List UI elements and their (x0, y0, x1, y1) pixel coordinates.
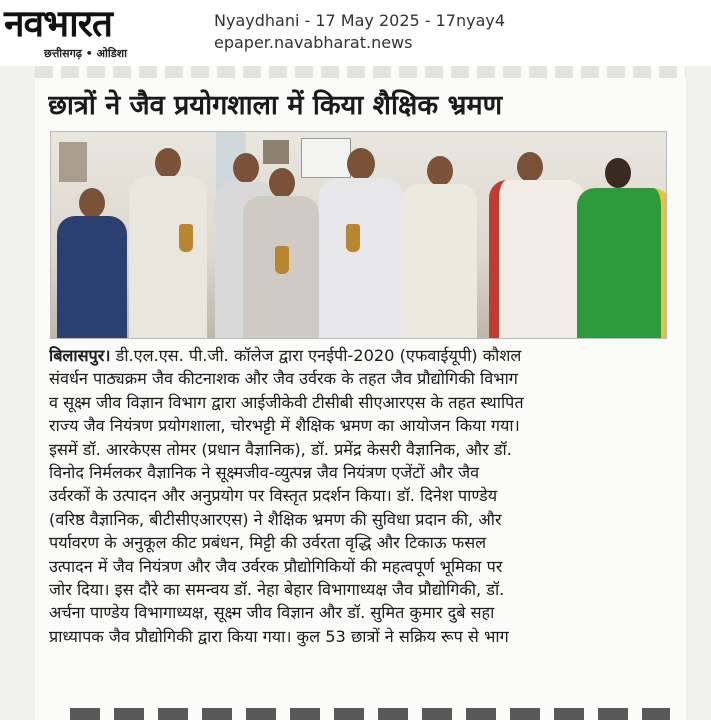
trophy (275, 246, 289, 274)
article-line-6: विनोद निर्मलकर वैज्ञानिक ने सूक्ष्मजीव-व्युत्पन्न जैव नियंत्रण एजेंटों और जैव (49, 462, 480, 482)
person-5 (313, 148, 407, 338)
epaper-header (0, 0, 711, 66)
cut-text-strip-top (35, 66, 686, 78)
edition-info (214, 10, 505, 54)
article-line-2: संवर्धन पाठ्यक्रम जैव कीटनाशक और जैव उर्वरक के तहत जैव प्रौद्योगिकी विभाग (49, 369, 518, 389)
person-8 (571, 158, 665, 338)
group-photo (50, 131, 667, 339)
article-line-7: उर्वरकों के उत्पादन और अनुप्रयोग पर विस्तृत प्रदर्शन किया। डॉ. दिनेश पाण्डेय (49, 486, 498, 506)
dateline: बिलासपुर। (49, 346, 111, 365)
article-line-9: पर्यावरण के अनुकूल कीट प्रबंधन, मिट्टी की उर्वरता वृद्धि और टिकाऊ फसल (49, 533, 487, 553)
article-body (49, 344, 669, 648)
article-line-5: इसमें डॉ. आरकेएस तोमर (प्रधान वैज्ञानिक), डॉ. प्रमेंद्र केसरी वैज्ञानिक, और डॉ. (49, 439, 512, 459)
article-line-10: उत्पादन में जैव नियंत्रण और जैव उर्वरक प्रौद्योगिकियों की महत्वपूर्ण भूमिका पर (49, 556, 503, 576)
article-line-3: व सूक्ष्म जीव विज्ञान विभाग द्वारा आईजीकेवी टीसीबी सीएआरएस के तहत स्थापित (49, 392, 524, 412)
person-7 (483, 152, 579, 338)
wall-frame (59, 142, 87, 182)
page-margin-right (686, 66, 711, 720)
newspaper-logo[interactable] (4, 4, 200, 62)
cut-text-strip-bottom (70, 708, 670, 720)
logo-region-tagline: छत्तीसगढ़ • ओडिशा (44, 47, 127, 60)
article-line-1: बिलासपुर। डी.एल.एस. पी.जी. कॉलेज द्वारा एनईपी-2020 (एफवाईयूपी) कौशल (49, 346, 522, 365)
person-6 (397, 156, 481, 338)
person-1 (53, 188, 131, 338)
site-url[interactable]: epaper.navabharat.news (214, 33, 413, 52)
logo-wordmark: नवभारत (4, 2, 112, 45)
article-line-12: अर्चना पाण्डेय विभागाध्यक्ष, सूक्ष्म जीव विज्ञान और डॉ. सुमित कुमार दुबे सहा (49, 603, 495, 623)
person-2 (123, 148, 213, 338)
article-line-11: जोर दिया। इस दौरे का समन्वय डॉ. नेहा बेहार विभागाध्यक्ष जैव प्रौद्योगिकी, डॉ. (49, 579, 505, 599)
article-line-13: प्राध्यापक जैव प्रौद्योगिकी द्वारा किया गया। कुल 53 छात्रों ने सक्रिय रूप से भाग (49, 626, 509, 646)
article-headline: छात्रों ने जैव प्रयोगशाला में किया शैक्षिक भ्रमण (48, 90, 503, 121)
edition-line: Nyaydhani - 17 May 2025 - 17nyay4 (214, 11, 506, 30)
page-margin-left (0, 66, 35, 720)
trophy (179, 224, 193, 252)
article-line-8: (वरिष्ठ वैज्ञानिक, बीटीसीएआरएस) ने शैक्षिक भ्रमण की सुविधा प्रदान की, और (49, 509, 502, 529)
article-line-4: राज्य जैव नियंत्रण प्रयोगशाला, चोरभट्टी में शैक्षिक भ्रमण का आयोजन किया गया। (49, 416, 520, 436)
trophy (346, 224, 360, 252)
